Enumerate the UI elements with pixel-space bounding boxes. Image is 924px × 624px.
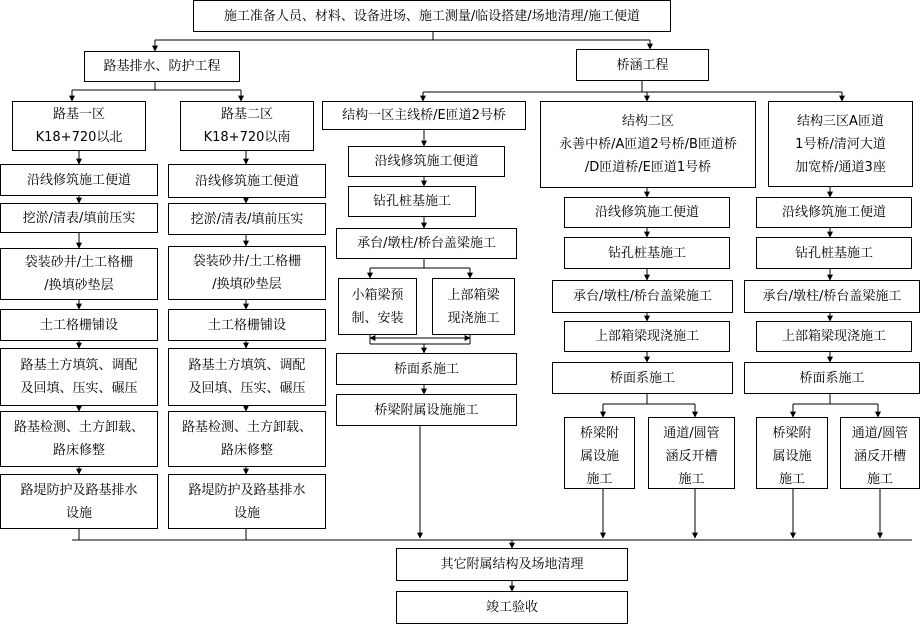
- s2-step-box: [564, 197, 730, 228]
- road1-step-box: [0, 348, 158, 406]
- s2-branch-culvert-label: 通道/圆管 涵反开槽 施工: [663, 426, 720, 487]
- s2-step-box: [552, 280, 733, 313]
- s3-title: 结构三区A匝道 1号桥/清河大道 加宽桥/通道3座: [795, 113, 886, 175]
- road1-step-label: 挖淤/清表/填前压实: [22, 210, 136, 226]
- road2-step-label: 路堤防护及路基排水 设施: [188, 482, 306, 521]
- road1-step-label: 路基检测、土方卸载、 路床修整: [13, 420, 144, 458]
- s1-left-branch-label: 小箱梁预 制、安装: [351, 287, 404, 326]
- s3-step-box: [744, 362, 920, 394]
- s3-step-label: 上部箱梁现浇施工: [781, 329, 886, 344]
- s2-branch-aux-label: 桥梁附 属设施 施工: [579, 426, 619, 487]
- s1-step-label: 沿线修筑施工便道: [374, 154, 479, 169]
- final-acceptance-box: [396, 591, 628, 624]
- s2-step-label: 钻孔桩基施工: [607, 245, 686, 261]
- bridge-header-label: 桥涵工程: [616, 57, 669, 73]
- s2-step-label: 承台/墩柱/桥台盖梁施工: [573, 289, 712, 304]
- road1-step-box: [0, 474, 158, 529]
- s1-deck-box: [336, 353, 517, 385]
- road2-title-box: [180, 101, 314, 151]
- other-structures-label: 其它附属结构及场地清理: [440, 557, 584, 572]
- road2-step-box: [168, 348, 326, 406]
- s3-step-box: [744, 280, 920, 313]
- s3-step-label: 桥面系施工: [799, 370, 865, 386]
- s1-right-branch-box: [432, 278, 515, 335]
- s3-step-box: [756, 321, 912, 352]
- s1-title-box: [322, 101, 526, 130]
- road1-step-label: 沿线修筑施工便道: [26, 172, 131, 188]
- road1-step-label: 路基土方填筑、调配 及回填、压实、碾压: [20, 358, 138, 396]
- road2-step-box: [168, 246, 326, 300]
- road2-step-box: [168, 309, 326, 341]
- road1-step-box: [0, 203, 158, 233]
- road1-title: 路基一区 K18+720以北: [35, 107, 123, 145]
- s1-step-label: 承台/墩柱/桥台盖梁施工: [357, 236, 496, 251]
- s2-branch-aux-box: [564, 417, 635, 489]
- s3-branch-culvert-label: 通道/圆管 涵反开槽 施工: [851, 426, 909, 487]
- road2-step-label: 袋装砂井/土工格栅 /换填砂垫层: [192, 254, 302, 292]
- s1-left-branch-box: [338, 278, 417, 335]
- s2-step-label: 桥面系施工: [609, 370, 675, 386]
- s2-branch-culvert-box: [648, 417, 735, 489]
- s2-title-box: [540, 101, 756, 188]
- s2-step-label: 沿线修筑施工便道: [594, 205, 699, 220]
- road1-step-box: [0, 248, 158, 300]
- s3-step-box: [756, 197, 912, 228]
- road2-step-label: 土工格栅铺设: [207, 317, 286, 333]
- s1-title: 结构一区主线桥/E匝道2号桥: [342, 108, 506, 123]
- prep-box: [193, 0, 671, 32]
- s1-aux-label: 桥梁附属设施施工: [374, 402, 479, 418]
- road2-step-label: 挖淤/清表/填前压实: [190, 211, 304, 227]
- s1-step-box: [348, 146, 505, 177]
- road2-step-box: [168, 474, 326, 529]
- road1-step-label: 路堤防护及路基排水 设施: [20, 482, 138, 521]
- road2-step-label: 沿线修筑施工便道: [194, 173, 299, 189]
- road2-title: 路基二区 K18+720以南: [203, 107, 291, 145]
- s3-step-label: 钻孔桩基施工: [794, 245, 873, 261]
- s2-step-box: [564, 237, 730, 269]
- s1-aux-box: [336, 394, 517, 426]
- roadbed-header-box: [84, 51, 240, 82]
- s1-right-branch-label: 上部箱梁 现浇施工: [447, 287, 500, 326]
- s2-step-box: [552, 362, 733, 394]
- road2-step-label: 路基检测、土方卸载、 路床修整: [181, 420, 312, 458]
- road2-step-box: [168, 203, 326, 235]
- s2-step-box: [564, 321, 730, 352]
- s3-branch-culvert-box: [840, 417, 920, 489]
- final-acceptance-label: 竣工验收: [485, 600, 538, 615]
- road1-step-label: 土工格栅铺设: [39, 317, 118, 333]
- s1-step-box: [348, 186, 476, 217]
- road2-step-box: [168, 164, 326, 198]
- road2-step-box: [168, 411, 326, 467]
- s1-step-label: 钻孔桩基施工: [372, 194, 451, 209]
- prep-label: 施工准备人员、材料、设备进场、施工测量/临设搭建/场地清理/施工便道: [223, 8, 641, 24]
- road1-step-box: [0, 309, 158, 341]
- s3-step-label: 沿线修筑施工便道: [781, 205, 886, 220]
- s1-deck-label: 桥面系施工: [393, 361, 459, 377]
- other-structures-box: [396, 548, 628, 581]
- s3-step-label: 承台/墩柱/桥台盖梁施工: [762, 289, 902, 304]
- road1-step-box: [0, 164, 158, 196]
- road2-step-label: 路基土方填筑、调配 及回填、压实、碾压: [188, 358, 306, 396]
- bridge-header-box: [576, 49, 709, 81]
- s2-step-label: 上部箱梁现浇施工: [594, 329, 699, 344]
- s3-branch-aux-label: 桥梁附 属设施 施工: [772, 426, 812, 487]
- s1-step-box: [336, 228, 517, 259]
- s3-step-box: [756, 237, 912, 269]
- s3-title-box: [768, 101, 913, 187]
- s3-branch-aux-box: [756, 417, 828, 489]
- roadbed-header-label: 路基排水、防护工程: [103, 59, 221, 74]
- road1-step-box: [0, 411, 158, 467]
- road1-title-box: [12, 101, 146, 151]
- road1-step-label: 袋装砂井/土工格栅 /换填砂垫层: [24, 255, 134, 293]
- s2-title: 结构二区 永善中桥/A匝道2号桥/B匝道桥 /D匝道桥/E匝道1号桥: [559, 114, 737, 175]
